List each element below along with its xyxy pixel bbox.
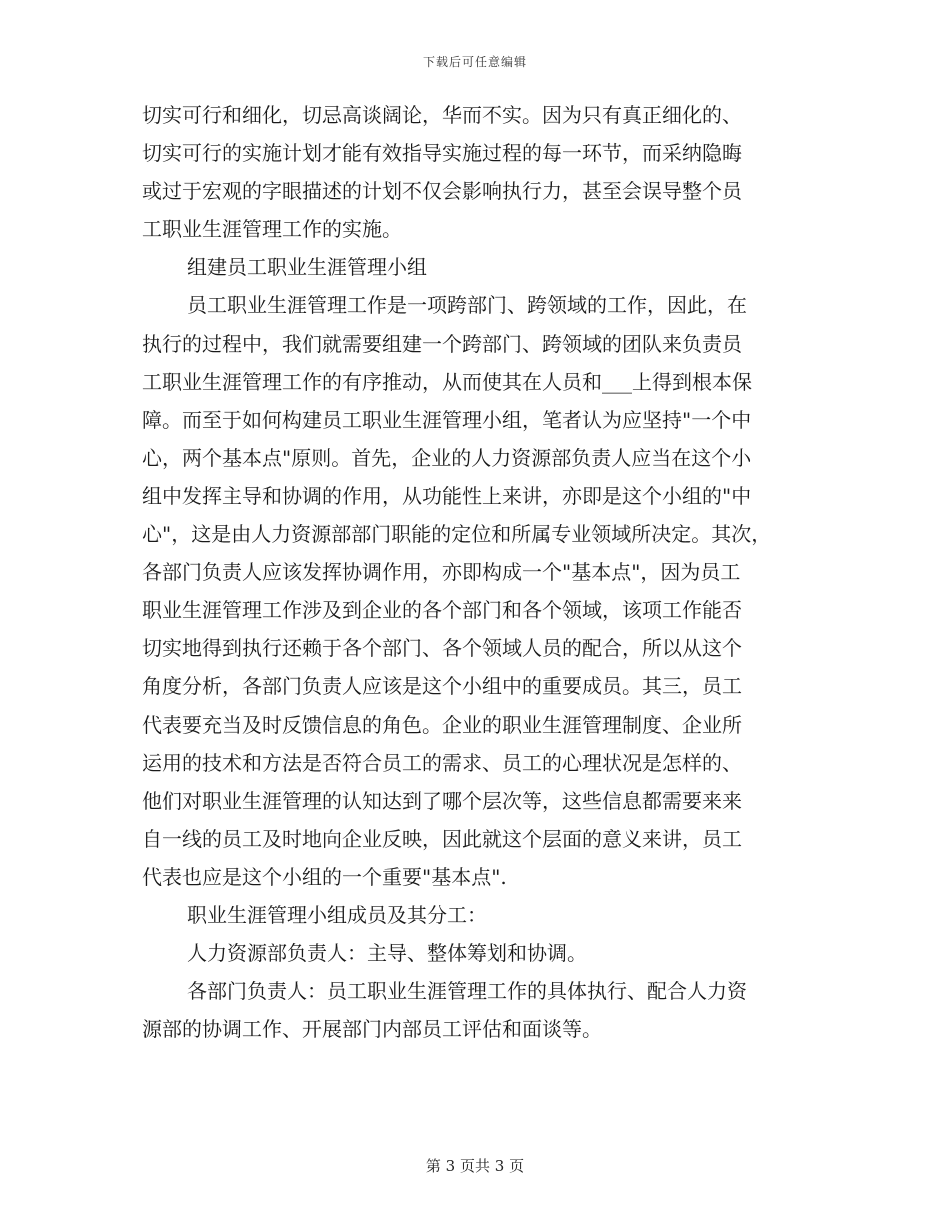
text-line: 运用的技术和方法是否符合员工的需求、员工的心理状况是怎样的、 bbox=[142, 750, 742, 775]
text-line: 他们对职业生涯管理的认知达到了哪个层次等，这些信息都需要来来 bbox=[142, 788, 742, 813]
text-line: 职业生涯管理工作涉及到企业的各个部门和各个领域，该项工作能否 bbox=[142, 598, 742, 623]
text-line: 工职业生涯管理工作的实施。 bbox=[142, 217, 402, 242]
text-line: 组中发挥主导和协调的作用，从功能性上来讲，亦即是这个小组的"中 bbox=[142, 483, 752, 508]
text-line: 切实可行的实施计划才能有效指导实施过程的每一环节，而采纳隐晦 bbox=[142, 141, 742, 166]
page-footer: 第 3 页共 3 页 bbox=[425, 1157, 525, 1175]
text-line: 障。而至于如何构建员工职业生涯管理小组，笔者认为应坚持"一个中 bbox=[142, 407, 752, 432]
text-line: 切实可行和细化，切忌高谈阔论，华而不实。因为只有真正细化的、 bbox=[142, 103, 742, 127]
section-heading: 职业生涯管理小组成员及其分工： bbox=[187, 902, 487, 927]
text-line: 执行的过程中，我们就需要组建一个跨部门、跨领域的团队来负责员 bbox=[142, 331, 742, 356]
page-header: 下载后可任意编辑 bbox=[422, 55, 527, 69]
section-heading: 组建员工职业生涯管理小组 bbox=[187, 255, 427, 280]
text-line: 代表要充当及时反馈信息的角色。企业的职业生涯管理制度、企业所 bbox=[142, 712, 742, 737]
text-line: 心，两个基本点"原则。首先，企业的人力资源部负责人应当在这个小 bbox=[142, 445, 752, 470]
text-line: 切实地得到执行还赖于各个部门、各个领域人员的配合，所以从这个 bbox=[142, 636, 742, 661]
text-line: 各部门负责人：员工职业生涯管理工作的具体执行、配合人力资 bbox=[187, 979, 747, 1004]
text-line: 或过于宏观的字眼描述的计划不仅会影响执行力，甚至会误导整个员 bbox=[142, 179, 742, 204]
text-line: 人力资源部负责人：主导、整体筹划和协调。 bbox=[187, 941, 587, 966]
text-line: 员工职业生涯管理工作是一项跨部门、跨领域的工作，因此，在 bbox=[187, 293, 747, 318]
text-line: 自一线的员工及时地向企业反映，因此就这个层面的意义来讲，员工 bbox=[142, 826, 742, 851]
text-line: 各部门负责人应该发挥协调作用，亦即构成一个"基本点"，因为员工 bbox=[142, 560, 741, 585]
text-line: 角度分析，各部门负责人应该是这个小组中的重要成员。其三，员工 bbox=[142, 674, 742, 699]
text-line: 源部的协调工作、开展部门内部员工评估和面谈等。 bbox=[142, 1017, 602, 1042]
text-line: 心"，这是由人力资源部部门职能的定位和所属专业领域所决定。其次， bbox=[142, 522, 772, 547]
text-line: 工职业生涯管理工作的有序推动，从而使其在人员和___上得到根本保 bbox=[142, 369, 752, 394]
text-line: 代表也应是这个小组的一个重要"基本点". bbox=[142, 864, 507, 889]
document-body bbox=[142, 96, 822, 1048]
